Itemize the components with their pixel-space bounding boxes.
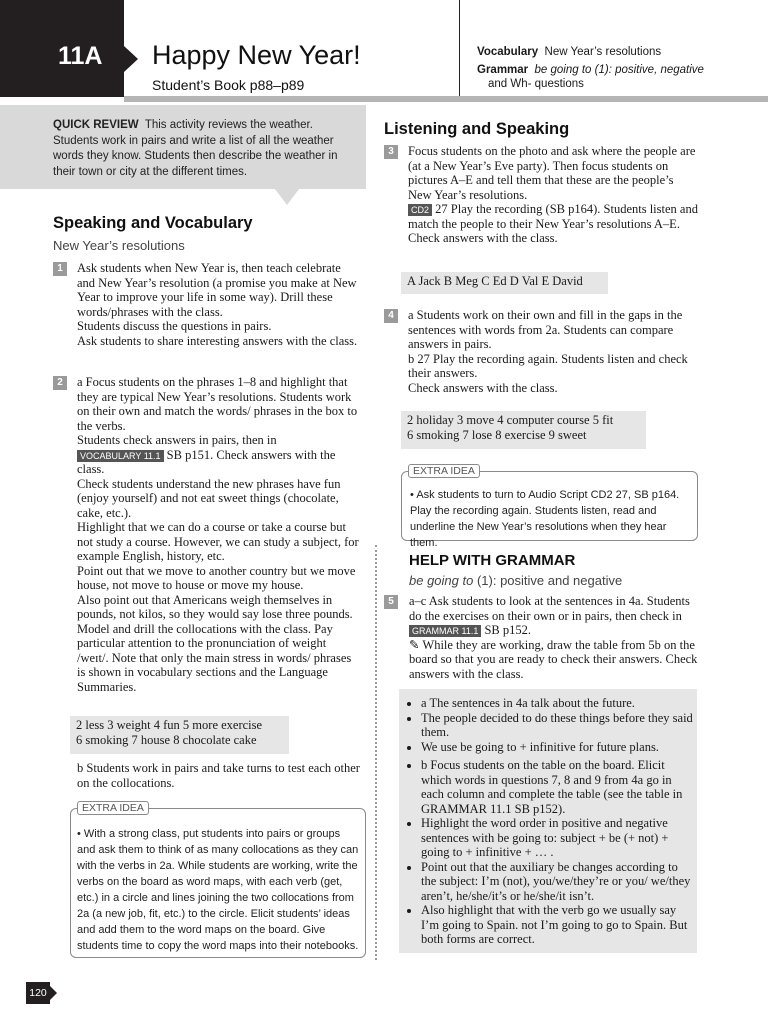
grammar-bullet: • The people decided to do these things before they said them. [421,711,695,740]
grammar-meta: Grammar be going to (1): positive, negative [477,64,704,76]
unit-arrow [124,46,138,72]
grammar-bullet: • Also highlight that with the verb go we usually say I’m going to Spain. not I’m going to go to Spain. But both forms are correct. [421,903,695,947]
exercise-2b-text: b Students work in pairs and take turns to test each other on the collocations. [77,761,360,790]
page-subtitle: Student’s Book p88–p89 [152,77,305,93]
grammar-bullet: • Point out that the auxiliary be changes according to the subject: I’m (not), you/we/they’re or you/ we/they aren’t, he/she/it’s or he/she/it isn’t. [421,860,695,904]
grammar-bullet: • b Focus students on the table on the board. Elicit which words in questions 7, 8 and 9 from 4a go in each column and complete the table (see the table in GRAMMAR 11.1 SB p152). [421,758,695,816]
grammar-bullet: • a The sentences in 4a talk about the future. [421,696,695,711]
extra-idea-text-left: • With a strong class, put students into pairs or groups and ask them to think of as many collocations as they can with the verbs in 2a. While students are working, write the verbs on the board as word maps, with each verb (get, etc.) in a circle and lines joining the two collocations from 2a (a new job, fit, etc.) to the circle. Elicit students’ ideas and add them to the word maps on the board. Give students time to copy the word maps into their notebooks. [77,828,359,952]
quick-review-text: QUICK REVIEW This activity reviews the weather. Students work in pairs and write a list of all the weather words they know. Students then describe the weather in their town or city at the different times. [53,119,338,178]
exercise-number-2: 2 [53,376,67,390]
extra-idea-label-left: EXTRA IDEA [77,801,149,815]
exercise-1-text: Ask students when New Year is, then teach celebrate and New Year’s resolution (a promise you make at New Year to improve your life in some way). Drill these words/phrases with the class. Students discuss the questions in pairs. Ask students to share interesting answers with the class. [77,261,358,348]
exercise-number-5: 5 [384,595,398,609]
header-bar [124,96,768,102]
answers-box-4: 2 holiday 3 move 4 computer course 5 fit 6 smoking 7 lose 8 exercise 9 sweet [401,411,646,449]
quick-review-pointer [275,189,299,205]
page-title: Happy New Year! [152,40,361,70]
vocabulary-tag: VOCABULARY 11.1 [77,450,164,462]
vocab-meta: Vocabulary New Year’s resolutions [477,46,662,58]
exercise-number-1: 1 [53,262,67,276]
grammar-bullet: • We use be going to + infinitive for future plans. [421,740,695,755]
listening-heading: Listening and Speaking [384,120,570,138]
speaking-subheading: New Year’s resolutions [53,238,185,253]
exercise-4-text: a Students work on their own and fill in the gaps in the sentences with words from 2a. Students can compare answers in pairs. b 27 Play the recording again. Students listen and check their answers. Check answers with the class. [408,308,688,395]
cd-tag: CD2 [408,204,432,216]
unit-number: 11A [58,42,103,70]
grammar-dotted-rule [375,545,377,960]
exercise-2a-text: a Focus students on the phrases 1–8 and highlight that they are typical New Year’s resolutions. Students work on their own and match the words/ phrases in the box to the verbs. Students check answers in pairs, then in VOCABULARY 11.1 SB p151. Check answers with the class. Check students understand the new phrases have fun (enjoy yourself) and not eat sweet things (chocolate, cake, etc.). Highlight that we can do a course or take a course but not study a course. However, we can study a subject, for example English, history, etc. Point out that we move to another country but we move house, not move to house or move my house. Also point out that Americans weigh themselves in pounds, not kilos, so they would say lose three pounds. Model and drill the collocations with the class. Pay particular attention to the pronunciation of weight /weɪt/. Note that only the main stress in words/ phrases is shown in vocabulary sections and the Language Summaries. [77,375,359,694]
answers-box-2a: 2 less 3 weight 4 fun 5 more exercise 6 smoking 7 house 8 chocolate cake [70,716,289,754]
grammar-meta-2: and Wh- questions [488,78,584,90]
answers-box-3: A Jack B Meg C Ed D Val E David [401,272,608,294]
extra-idea-label-right: EXTRA IDEA [408,464,480,478]
page-number-arrow [50,986,57,1000]
exercise-3-text: Focus students on the photo and ask where the people are (at a New Year’s Eve party). Then focus students on pictures A–E and tell them that these are the people’s New Year’s resolutions. CD2 27 Play the recording (SB p164). Students listen and match the people to their New Year’s resolutions A–E. Check answers with the class. [408,144,698,245]
grammar-subheading: be going to (1): positive and negative [409,573,623,588]
page-number: 120 [26,982,50,1004]
pencil-icon: ✎ [409,637,420,652]
grammar-heading: HELP WITH GRAMMAR [409,552,576,569]
exercise-5-text: a–c Ask students to look at the sentences in 4a. Students do the exercises on their own or in pairs, then check in GRAMMAR 11.1 SB p152. ✎ While they are working, draw the table from 5b on the board so that you are ready to check their answers. Check answers with the class. [409,594,698,681]
extra-idea-text-right: • Ask students to turn to Audio Script CD2 27, SB p164. Play the recording again. Students listen, read and underline the New Year’s resolutions when they hear them. [410,489,680,549]
exercise-number-4: 4 [384,309,398,323]
grammar-bullet: • Highlight the word order in positive and negative sentences with be going to: subject + be (+ not) + going to + infinitive + … . [421,816,695,860]
grammar-bullets [407,696,695,947]
header-divider [459,0,460,97]
grammar-tag: GRAMMAR 11.1 [409,625,481,637]
speaking-heading: Speaking and Vocabulary [53,214,253,232]
exercise-number-3: 3 [384,145,398,159]
